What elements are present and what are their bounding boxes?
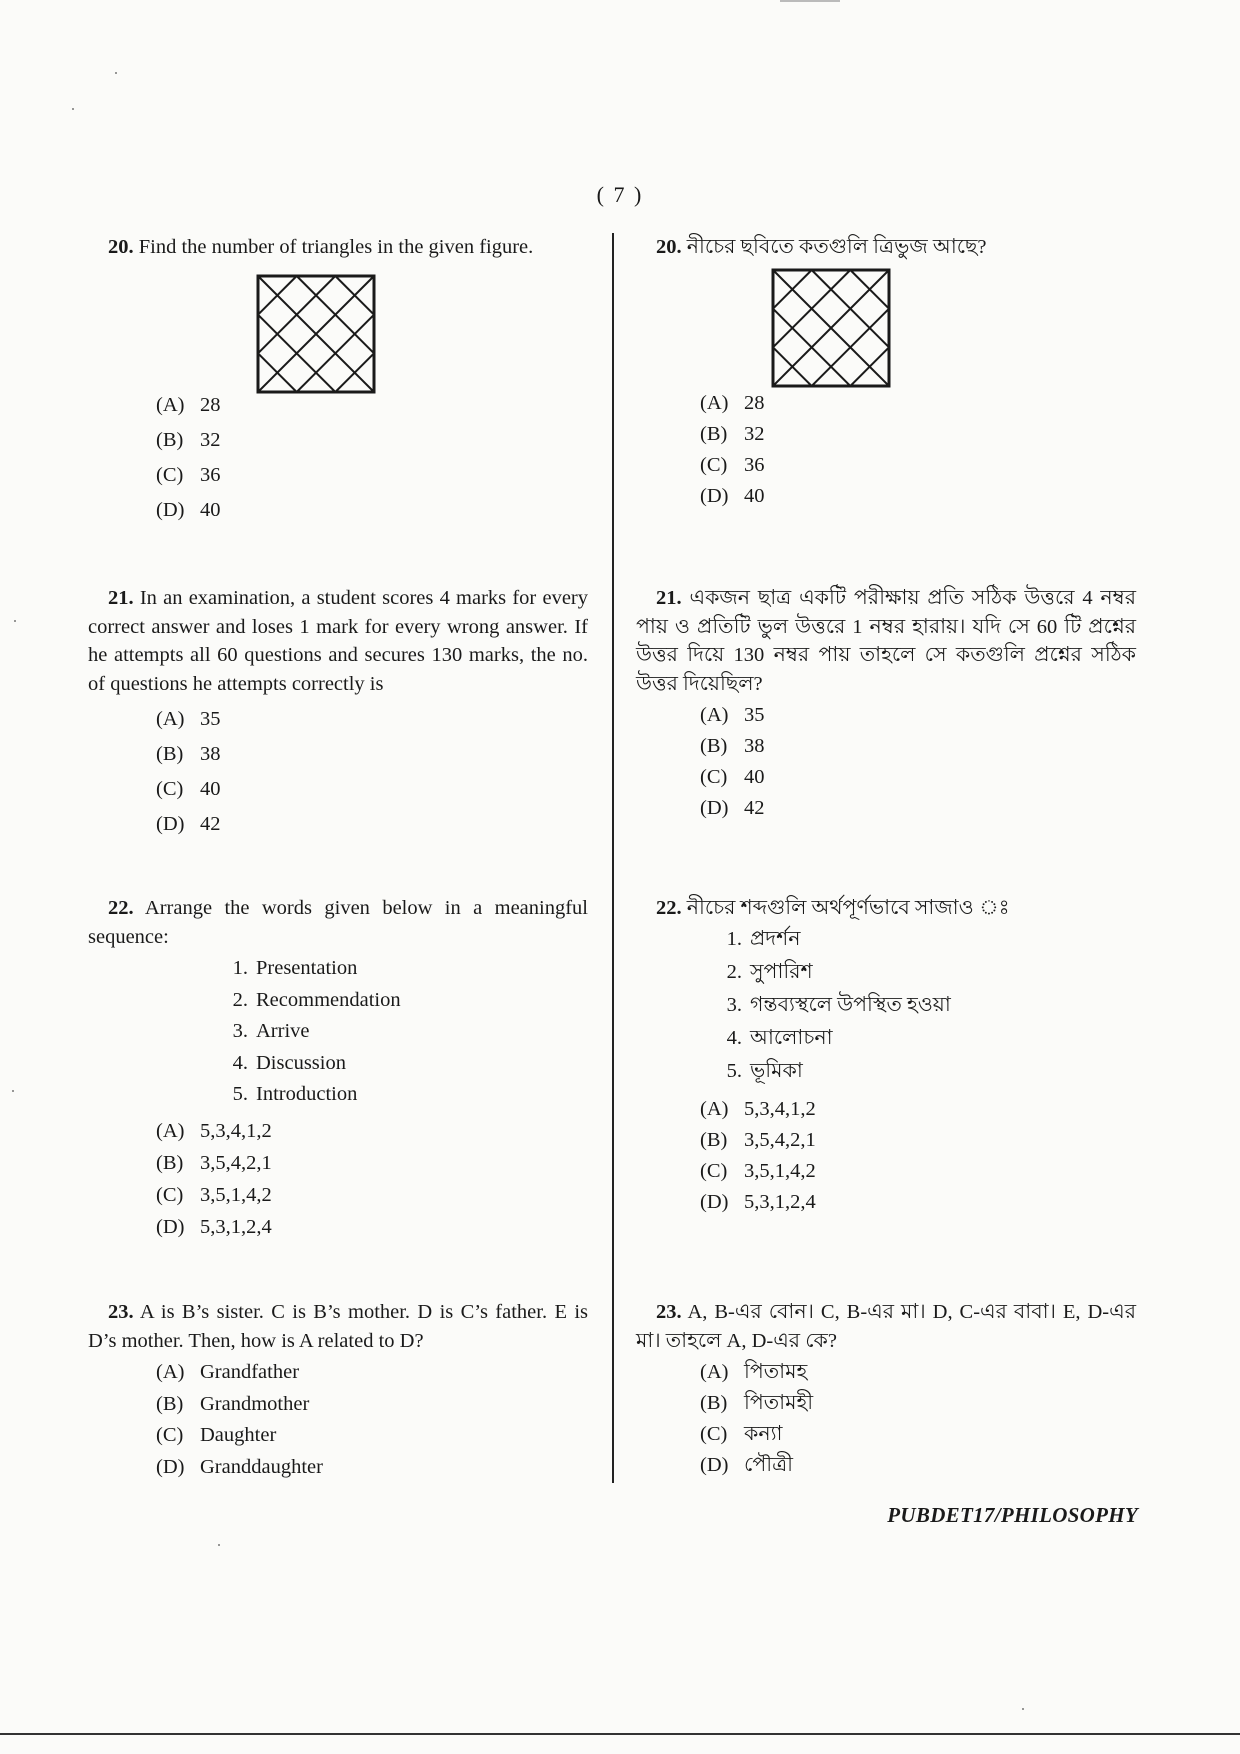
option-b[interactable]: (B) 32	[156, 428, 221, 451]
question-20-bn	[636, 233, 1136, 512]
question-23-en	[88, 1298, 588, 1483]
question-number: 21.	[108, 587, 134, 609]
option-a[interactable]: (A) 5,3,4,1,2	[700, 1097, 816, 1120]
word-item: 2. সুপারিশ	[726, 960, 813, 983]
triangle-grid-figure	[771, 268, 891, 388]
option-d[interactable]: (D) 40	[156, 498, 221, 521]
option-c[interactable]: (C) 40	[156, 778, 221, 800]
triangle-grid-figure	[256, 274, 376, 394]
scan-speck	[12, 1090, 14, 1092]
question-text	[88, 1298, 588, 1355]
question-22-en	[88, 894, 588, 1243]
option-d[interactable]: (D) 40	[700, 484, 765, 507]
options-list	[156, 702, 588, 842]
option-a[interactable]: (A) 5,3,4,1,2	[156, 1119, 272, 1142]
option-d[interactable]: (D) 5,3,1,2,4	[156, 1215, 272, 1238]
options-list	[156, 388, 588, 528]
question-number: 20.	[656, 236, 682, 258]
option-a[interactable]: (A) পিতামহ	[700, 1361, 808, 1383]
page-number: ( 7 )	[596, 182, 644, 207]
question-text	[636, 233, 1136, 262]
question-number: 22.	[108, 897, 134, 919]
option-a[interactable]: (A) 28	[156, 393, 221, 416]
option-b[interactable]: (B) পিতামহী	[700, 1392, 814, 1414]
option-a[interactable]: (A) 35	[156, 708, 221, 730]
word-item: 2. Recommendation	[232, 988, 401, 1011]
question-text	[636, 894, 1136, 923]
scan-speck	[72, 108, 74, 110]
options-list	[700, 1094, 1136, 1218]
word-list	[220, 953, 588, 1111]
question-number: 20.	[108, 236, 134, 258]
question-21-en	[88, 584, 588, 842]
scan-speck	[1022, 1708, 1024, 1710]
scan-speck	[14, 620, 16, 622]
option-b[interactable]: (B) 32	[700, 422, 765, 445]
question-body: নীচের শব্দগুলি অর্থপূর্ণভাবে সাজাও ঃ	[686, 897, 1010, 919]
word-item: 4. আলোচনা	[726, 1026, 833, 1049]
options-list	[156, 1357, 588, 1483]
question-body: নীচের ছবিতে কতগুলি ত্রিভুজ আছে?	[686, 236, 987, 258]
question-21-bn	[636, 584, 1136, 824]
question-number: 21.	[656, 587, 682, 609]
bottom-rule	[0, 1733, 1240, 1735]
option-c[interactable]: (C) 36	[156, 463, 221, 486]
question-text	[636, 1298, 1136, 1355]
option-d[interactable]: (D) 5,3,1,2,4	[700, 1190, 816, 1213]
question-text	[88, 233, 588, 262]
options-list	[700, 700, 1136, 824]
option-b[interactable]: (B) Grandmother	[156, 1392, 310, 1415]
word-item: 1. Presentation	[232, 957, 358, 979]
option-d[interactable]: (D) Granddaughter	[156, 1455, 323, 1478]
scan-mark	[780, 0, 840, 2]
option-d[interactable]: (D) পৌত্রী	[700, 1454, 794, 1476]
column-divider	[612, 233, 614, 1483]
question-22-bn	[636, 894, 1136, 1218]
scan-speck	[218, 1544, 220, 1546]
question-number: 23.	[656, 1301, 682, 1323]
option-c[interactable]: (C) 3,5,1,4,2	[700, 1159, 816, 1182]
options-list	[156, 1115, 588, 1243]
question-body: A, B-এর বোন। C, B-এর মা। D, C-এর বাবা। E, D-এর মা। তাহলে A, D-এর কে?	[636, 1301, 1137, 1352]
option-c[interactable]: (C) 36	[700, 453, 765, 476]
question-20-en	[88, 233, 588, 528]
word-item: 5. Introduction	[232, 1083, 358, 1105]
word-item: 4. Discussion	[232, 1051, 346, 1074]
question-text	[636, 584, 1136, 698]
option-c[interactable]: (C) Daughter	[156, 1424, 277, 1446]
word-list	[714, 923, 1136, 1088]
options-list	[700, 1357, 1136, 1481]
question-body: In an examination, a student scores 4 marks for every correct answer and loses 1 mark for every wrong answer. If he attempts all 60 questions and secures 130 marks, the no. of questions he attempts correctly is	[88, 587, 589, 695]
word-item: 1. প্রদর্শন	[726, 927, 801, 950]
word-item: 3. Arrive	[232, 1020, 310, 1042]
option-d[interactable]: (D) 42	[700, 797, 765, 819]
question-23-bn	[636, 1298, 1136, 1481]
paper-code-footer: PUBDET17/PHILOSOPHY	[887, 1503, 1138, 1527]
option-c[interactable]: (C) কন্যা	[700, 1423, 783, 1445]
question-text	[88, 894, 588, 951]
option-a[interactable]: (A) 28	[700, 391, 765, 414]
question-number: 22.	[656, 897, 682, 919]
scan-speck	[115, 72, 117, 74]
option-c[interactable]: (C) 3,5,1,4,2	[156, 1183, 272, 1206]
word-item: 3. গন্তব্যস্থলে উপস্থিত হওয়া	[726, 993, 951, 1016]
question-text	[88, 584, 588, 698]
option-b[interactable]: (B) 3,5,4,2,1	[700, 1128, 816, 1151]
word-item: 5. ভূমিকা	[726, 1059, 803, 1082]
question-body: A is B’s sister. C is B’s mother. D is C’s father. E is D’s mother. Then, how is A related to D?	[88, 1301, 588, 1352]
option-c[interactable]: (C) 40	[700, 766, 765, 788]
option-b[interactable]: (B) 38	[700, 735, 765, 757]
question-body: Arrange the words given below in a meaningful sequence:	[88, 897, 588, 948]
option-a[interactable]: (A) Grandfather	[156, 1361, 300, 1383]
option-a[interactable]: (A) 35	[700, 704, 765, 726]
option-b[interactable]: (B) 38	[156, 743, 221, 765]
option-d[interactable]: (D) 42	[156, 813, 221, 835]
question-body: Find the number of triangles in the given figure.	[138, 236, 534, 258]
option-b[interactable]: (B) 3,5,4,2,1	[156, 1151, 272, 1174]
options-list	[700, 388, 1136, 512]
question-number: 23.	[108, 1301, 134, 1323]
question-body: একজন ছাত্র একটি পরীক্ষায় প্রতি সঠিক উত্তরে 4 নম্বর পায় ও প্রতিটি ভুল উত্তরে 1 নম্বর হারায়। যদি সে 60 টি প্রশ্নের উত্তর দিয়ে 130 নম্বর পায় তাহলে সে কতগুলি প্রশ্নের সঠিক উত্তর দিয়েছিল?	[636, 587, 1136, 695]
